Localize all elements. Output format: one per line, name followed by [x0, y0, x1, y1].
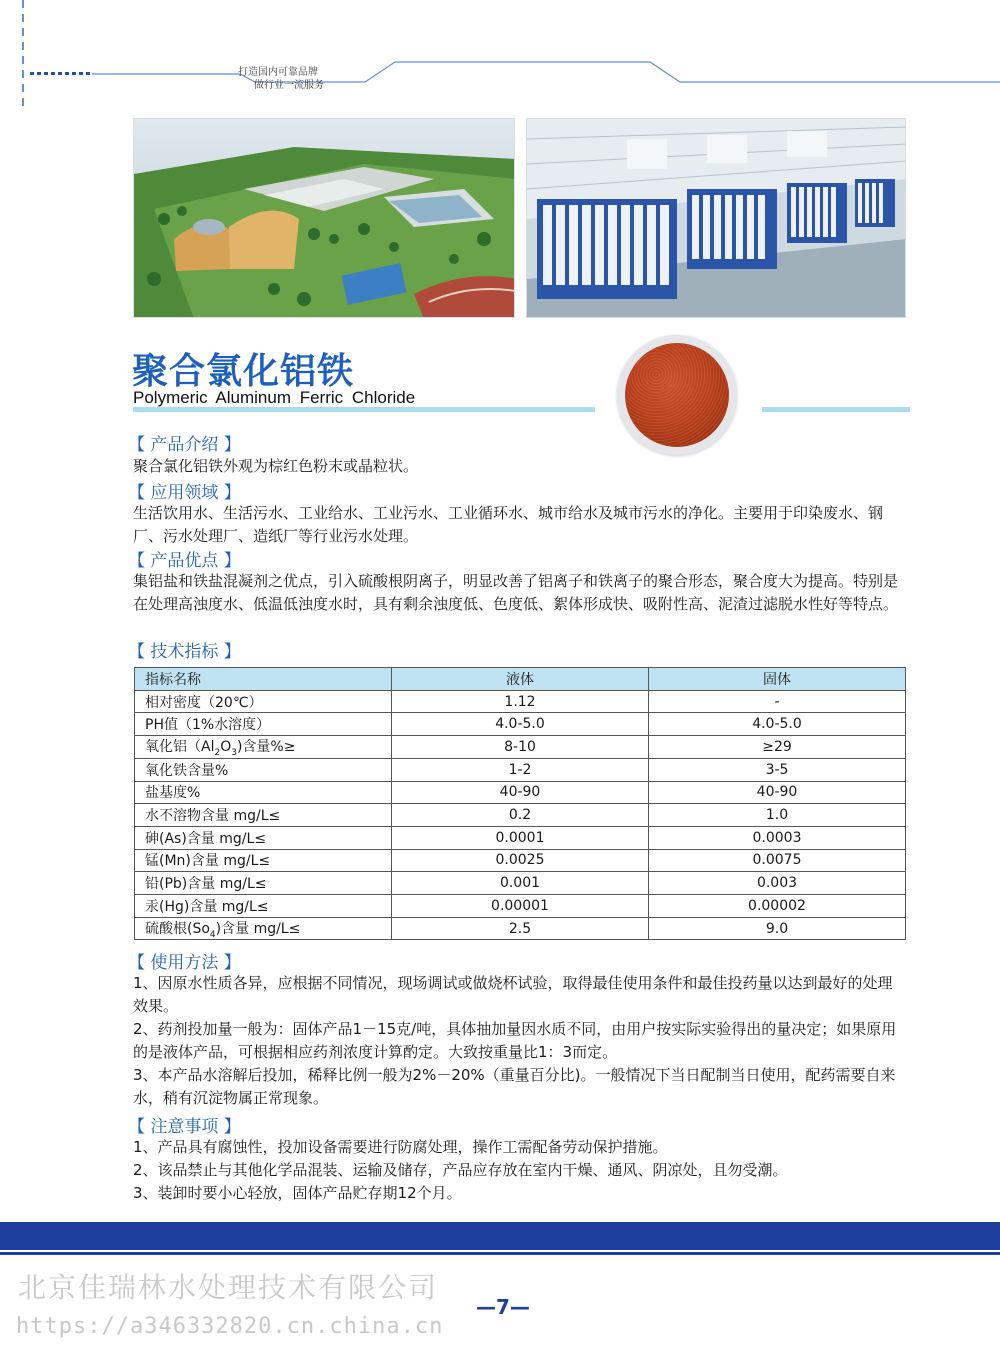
spec-liquid: 4.0-5.0: [392, 713, 649, 736]
header-slogan-1: 打造国内可靠品牌: [238, 67, 318, 78]
spec-liquid: 0.00001: [392, 894, 649, 917]
col-header-solid: 固体: [649, 668, 906, 691]
spec-solid: 1.0: [649, 804, 906, 827]
spec-solid: 40-90: [649, 781, 906, 804]
usage-item-1: 1、因原水性质各异，应根据不同情况，现场调试或做烧杯试验，取得最佳使用条件和最佳投药量以达到最好的处理效果。: [133, 974, 893, 1015]
title-divider-right: [762, 407, 910, 412]
table-row: [135, 781, 906, 804]
notes-item-3: 3、装卸时要小心轻放，固体产品贮存期12个月。: [133, 1184, 462, 1202]
spec-name: 锰(Mn)含量 mg/L≤: [135, 849, 392, 872]
spec-solid: ≥29: [649, 736, 906, 759]
spec-liquid: 1.12: [392, 690, 649, 713]
spec-liquid: 2.5: [392, 917, 649, 940]
spec-liquid: 8-10: [392, 736, 649, 759]
table-row: [135, 826, 906, 849]
table-row: [135, 894, 906, 917]
table-row: [135, 690, 906, 713]
spec-solid: -: [649, 690, 906, 713]
spec-liquid: 40-90: [392, 781, 649, 804]
usage-heading: 【 使用方法 】: [128, 953, 241, 973]
powder-sample: [625, 343, 729, 447]
spec-name: 硫酸根$(So_4)$含量 mg/L≤: [135, 917, 392, 940]
col-header-name: 指标名称: [135, 668, 392, 691]
filtration-hall-photo: [526, 118, 906, 318]
page-number: —7—: [476, 1295, 530, 1319]
footer-thin-line: [0, 1252, 1000, 1255]
product-powder-image: [617, 335, 737, 455]
application-heading: 【 应用领域 】: [128, 483, 241, 503]
spec-solid: 4.0-5.0: [649, 713, 906, 736]
spec-solid: 0.00002: [649, 894, 906, 917]
table-row: [135, 917, 906, 940]
spec-name: 盐基度%: [135, 781, 392, 804]
usage-item-2: 2、药剂投加量一般为：固体产品1－15克/吨，具体抽加量因水质不同，由用户按实际实验得出的量决定；如果原用的是液体产品，可根据相应药剂浓度计算酌定。大致按重量比1：3而定。: [133, 1020, 897, 1061]
spec-solid: 0.003: [649, 872, 906, 895]
application-text: 生活饮用水、生活污水、工业给水、工业污水、工业循环水、城市给水及城市污水的净化。主要用于印染废水、钢厂、污水处理厂、造纸厂等行业污水处理。: [133, 504, 884, 545]
spec-name: 汞(Hg)含量 mg/L≤: [135, 894, 392, 917]
table-row: [135, 849, 906, 872]
advantages-heading: 【 产品优点 】: [128, 551, 241, 571]
plant-aerial-photo: [133, 118, 515, 318]
notes-item-2: 2、该品禁止与其他化学品混装、运输及储存，产品应存放在室内干燥、通风、阴凉处，且勿受潮。: [133, 1161, 788, 1179]
spec-liquid: 0.001: [392, 872, 649, 895]
spec-name: PH值（1%水溶度）: [135, 713, 392, 736]
intro-text: 聚合氯化铝铁外观为棕红色粉末或晶粒状。: [133, 457, 419, 475]
spec-name: 氧化铝$(Al_2O_3)$含量%≥: [135, 736, 392, 759]
spec-name: 砷(As)含量 mg/L≤: [135, 826, 392, 849]
intro-heading: 【 产品介绍 】: [128, 435, 241, 455]
product-title-en: Polymeric Aluminum Ferric Chloride: [133, 388, 416, 407]
header-slogan-2: 做行业一流服务: [254, 80, 324, 91]
table-row: [135, 736, 906, 759]
footer-band: [0, 1222, 1000, 1250]
product-title-cn: 聚合氯化铝铁: [132, 351, 355, 392]
table-row: [135, 872, 906, 895]
spec-liquid: 0.0025: [392, 849, 649, 872]
spec-table-header-row: [135, 668, 906, 691]
spec-name: 水不溶物含量 mg/L≤: [135, 804, 392, 827]
company-watermark: 北京佳瑞林水处理技术有限公司: [18, 1271, 439, 1304]
title-divider-left: [133, 407, 595, 412]
spec-liquid: 0.2: [392, 804, 649, 827]
notes-heading: 【 注意事项 】: [128, 1117, 241, 1137]
table-row: [135, 758, 906, 781]
col-header-liquid: 液体: [392, 668, 649, 691]
url-watermark: https://a346332820.cn.china.cn: [16, 1314, 444, 1339]
usage-item-3: 3、本产品水溶解后投加，稀释比例一般为2%－20%（重量百分比)。一般情况下当日配制当日使用，配药需要自来水，稍有沉淀物属正常现象。: [133, 1066, 896, 1107]
spec-liquid: 1-2: [392, 758, 649, 781]
specs-heading: 【 技术指标 】: [128, 642, 241, 662]
spec-name: 铅(Pb)含量 mg/L≤: [135, 872, 392, 895]
spec-name: 相对密度（20℃）: [135, 690, 392, 713]
spec-name: 氧化铁含量%: [135, 758, 392, 781]
notes-item-1: 1、产品具有腐蚀性，投加设备需要进行防腐处理，操作工需配备劳动保护措施。: [133, 1138, 668, 1156]
spec-solid: 0.0003: [649, 826, 906, 849]
table-row: [135, 713, 906, 736]
spec-solid: 0.0075: [649, 849, 906, 872]
advantages-text: 集铝盐和铁盐混凝剂之优点，引入硫酸根阴离子，明显改善了铝离子和铁离子的聚合形态，聚合度大为提高。特别是在处理高浊度水、低温低浊度水时，具有剩余浊度低、色度低、絮体形成快、吸附性高、泥渣过滤脱水性好等特点。: [133, 572, 899, 613]
table-row: [135, 804, 906, 827]
spec-table: [134, 667, 906, 940]
spec-solid: 3-5: [649, 758, 906, 781]
header-line-decoration: [0, 50, 1000, 90]
spec-liquid: 0.0001: [392, 826, 649, 849]
spec-solid: 9.0: [649, 917, 906, 940]
